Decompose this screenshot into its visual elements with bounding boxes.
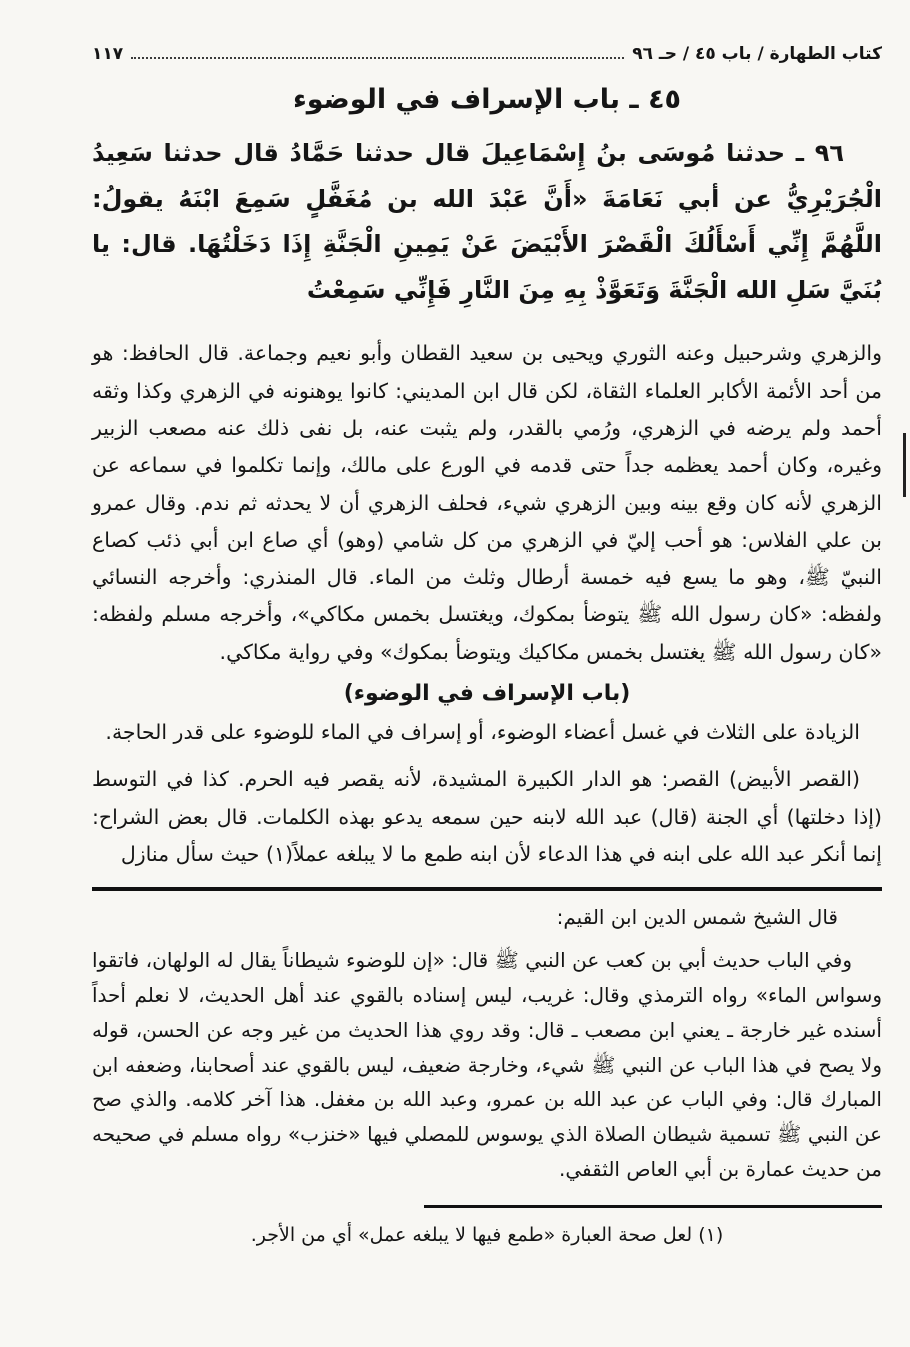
margin-mark [903, 433, 906, 497]
section-divider [92, 887, 882, 891]
ibn-qayyim-heading: قال الشيخ شمس الدين ابن القيم: [556, 905, 838, 930]
page-header [92, 44, 882, 64]
ibn-qayyim-text: وفي الباب حديث أبي بن كعب عن النبي ﷺ قال: «إن للوضوء شيطاناً يقال له الولهان، فاتقوا وسواس الماء» رواه الترمذي وقال: غريب، ليس إسناده بالقوي عند أهل الحديث، لا نعلم أحداً أسنده غير خارجة ـ يعني ابن مصعب ـ قال: وقد روي هذا الحديث من غير وجه عن الحسن، قوله ولا يصح في هذا الباب عن النبي ﷺ شيء، وخارجة ضعيف، ليس بالقوي عند أصحابنا، وضعفه ابن المبارك قال: وفي الباب عن عبد الله بن عمرو، وعبد الله بن مغفل. هذا آخر كلامه. والذي صح عن النبي ﷺ تسمية شيطان الصلاة الذي يوسوس للمصلي فيها «خنزب» رواه مسلم في صحيحه من حديث عمارة بن أبي العاص الثقفي. [92, 948, 882, 1182]
footnote-text: (١) لعل صحة العبارة «طمع فيها لا يبلغه عمل» أي من الأجر. [250, 1223, 724, 1246]
page-number: ١١٧ [92, 44, 124, 64]
running-title: كتاب الطهارة / باب ٤٥ / حـ ٩٦ [632, 44, 882, 64]
commentary-text: والزهري وشرحبيل وعنه الثوري ويحيى بن سعيد القطان وأبو نعيم وجماعة. قال الحافظ: هو من أحد الأئمة الأكابر العلماء الثقاة، لكن قال ابن المديني: كانوا يوهنونه في الزهري وكذا وثقه أحمد ولم يرضه في الزهري، ورُمي بالقدر، ولم يثبت عنه، بل نفى ذلك عنه مصعب الزبير وغيره، وكان أحمد يعظمه جداً حتى قدمه في الورع على مالك، وإنما تكلموا في سماعه عن الزهري لأنه كان وقع بينه وبين الزهري شيء، فحلف الزهري أن لا يحدثه ثم ندم. وقال عمرو بن علي الفلاس: هو أحب إليّ في الزهري من كل شامي (وهو) أي صاع ابن أبي ذئب كصاع النبيّ ﷺ، وهو ما يسع فيه خمسة أرطال وثلث من الماء. قال المنذري: وأخرجه النسائي ولفظه: «كان رسول الله ﷺ يتوضأ بمكوك، ويغتسل بخمس مكاكي»، وأخرجه مسلم ولفظه: «كان رسول الله ﷺ يغتسل بخمس مكاكيك ويتوضأ بمكوك» وفي رواية مكاكي. [92, 341, 882, 664]
chapter-title: ٤٥ ـ باب الإسراف في الوضوء [292, 84, 682, 115]
gloss-paragraph-2: (القصر الأبيض) القصر: هو الدار الكبيرة المشيدة، لأنه يقصر فيه الحرم. كذا في التوسط (إذا دخلتها) أي الجنة (قال) عبد الله لابنه حين سمعه يدعو بهذه الكلمات. قال بعض الشراح: إنما أنكر عبد الله على ابنه في هذا الدعاء لأن ابنه طمع ما لا يبلغه عملاً(١) حيث سأل منازل [92, 767, 882, 866]
hadith-text: ٩٦ ـ حدثنا مُوسَى بنُ إِسْمَاعِيلَ قال حدثنا حَمَّادُ قال حدثنا سَعِيدُ الْجُرَيْرِيُّ عن أبي نَعَامَةَ «أَنَّ عَبْدَ الله بن مُغَفَّلٍ سَمِعَ ابْنَهُ يقولُ: اللَّهُمَّ إِنِّي أَسْأَلُكَ الْقَصْرَ الأَبْيَضَ عَنْ يَمِينِ الْجَنَّةِ إِذَا دَخَلْتُهَا. قال: يا بُنَيَّ سَلِ الله الْجَنَّةَ وَتَعَوَّذْ بِهِ مِنَ النَّارِ فَإِنِّي سَمِعْتُ [92, 139, 882, 304]
section-heading: (باب الإسراف في الوضوء) [343, 681, 631, 707]
footnote-divider [424, 1205, 882, 1208]
gloss-paragraph-1: الزيادة على الثلاث في غسل أعضاء الوضوء، أو إسراف في الماء للوضوء على قدر الحاجة. [105, 720, 860, 745]
dotted-leader [131, 57, 624, 59]
